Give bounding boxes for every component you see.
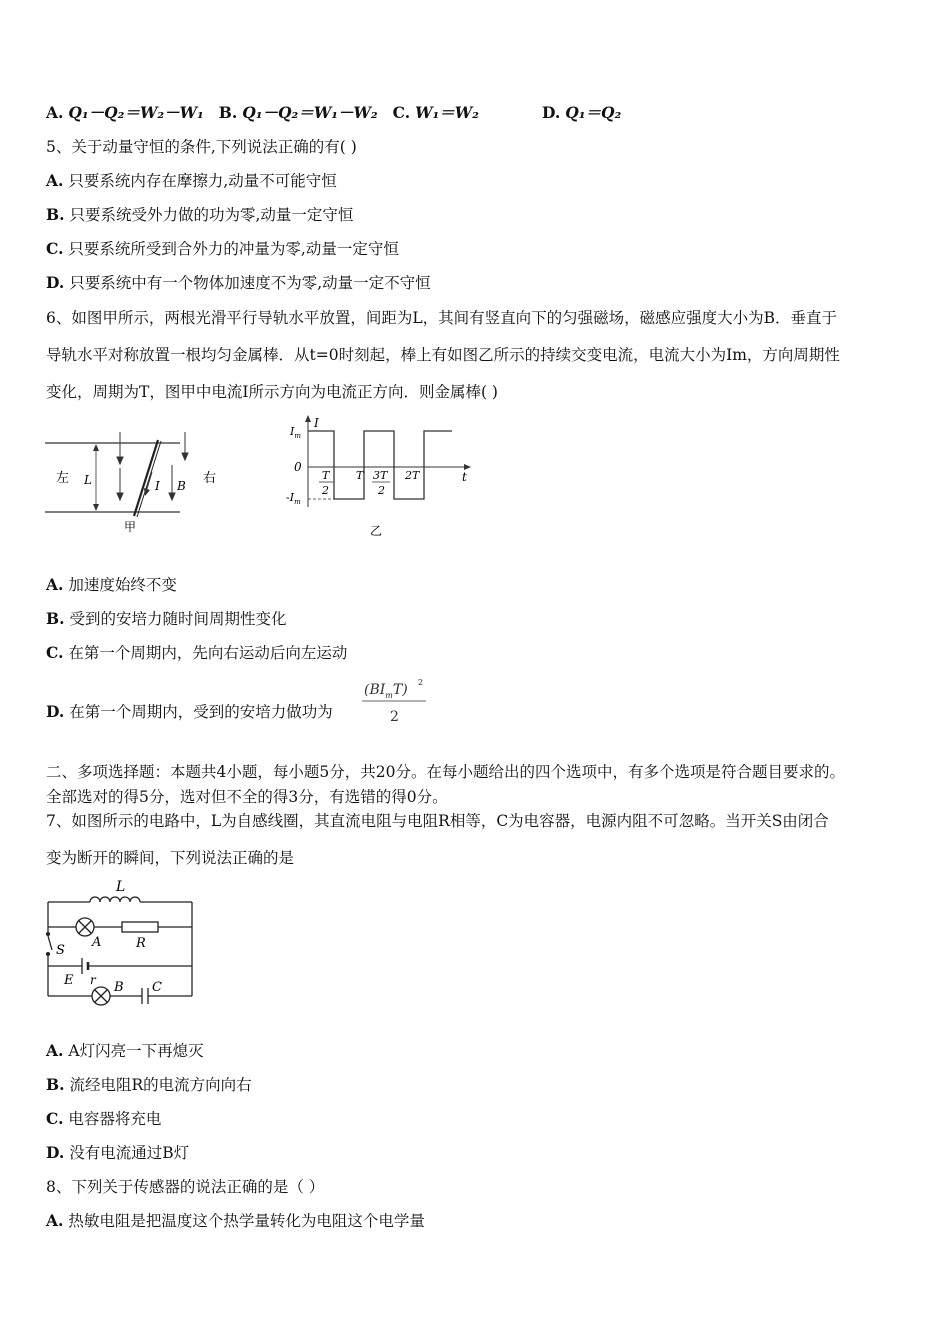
tick-3t-half-num: 3T — [373, 469, 388, 482]
arrow-icon — [144, 488, 150, 496]
option-label: D. — [46, 273, 65, 292]
option-label: C. — [46, 1109, 64, 1128]
option-label: C. — [46, 643, 64, 662]
q7-option-b — [46, 1075, 252, 1095]
option-text: 电容器将充电 — [68, 1110, 162, 1128]
label-c: C — [152, 980, 162, 995]
q4-option-a-text: Q₁－Q₂＝W₂－W₁ — [68, 103, 204, 122]
q4-option-c-label: C. — [392, 103, 411, 122]
circuit-diagram — [42, 876, 202, 1008]
metal-rod — [134, 440, 158, 516]
q7-option-d — [46, 1143, 189, 1163]
label-a: A — [92, 935, 102, 950]
axis-label-i: I — [314, 416, 319, 430]
label-neg-im: $-I_m$ — [286, 491, 301, 506]
resistor-r — [122, 922, 158, 932]
label-i: I — [155, 479, 160, 493]
option-text: 只要系统所受到合外力的冲量为零,动量一定守恒 — [68, 240, 399, 258]
label-left: 左 — [56, 471, 70, 486]
q7-stem-line2: 变为断开的瞬间，下列说法正确的是 — [46, 849, 295, 867]
q6-option-c — [46, 643, 347, 663]
q5-option-a — [46, 171, 337, 191]
arrow-icon — [117, 493, 123, 500]
q6-stem-line1: 6、如图甲所示，两根光滑平行导轨水平放置，间距为L，其间有竖直向下的匀强磁场，磁感应强度大小为B．垂直于 — [46, 309, 838, 327]
tick-2t: 2T — [405, 469, 420, 482]
formula-denominator: 2 — [390, 709, 399, 725]
q6-option-a — [46, 575, 177, 595]
q6-stem-line3: 变化，周期为T，图甲中电流I所示方向为电流正方向．则金属棒( ) — [46, 383, 498, 401]
option-text: 没有电流通过B灯 — [69, 1144, 190, 1162]
option-text: 只要系统受外力做的功为零,动量一定守恒 — [69, 206, 354, 224]
origin-label: 0 — [294, 460, 302, 474]
q4-option-b-label: B. — [218, 103, 238, 122]
option-label: B. — [46, 609, 65, 628]
option-text: 受到的安培力随时间周期性变化 — [69, 610, 287, 628]
arrow-icon — [93, 504, 99, 511]
option-label: B. — [46, 1075, 65, 1094]
q4-option-c-text: W₁＝W₂ — [415, 103, 479, 122]
q6-stem-line2: 导轨水平对称放置一根均匀金属棒．从t=0时刻起，棒上有如图乙所示的持续交变电流，电流大小为Im，方向周期性 — [46, 346, 840, 364]
option-text: 只要系统内存在摩擦力,动量不可能守恒 — [68, 172, 337, 190]
formula-numerator: $(BI_mT)$ — [364, 682, 408, 700]
option-label: A. — [46, 1211, 64, 1230]
label-r-internal: r — [90, 973, 96, 987]
label-e: E — [64, 973, 74, 988]
q5-option-d — [46, 273, 431, 293]
option-text: 在第一个周期内，受到的安培力做功为 — [69, 703, 333, 721]
q8-option-a — [46, 1211, 425, 1231]
q7-option-c — [46, 1109, 161, 1129]
inductor-coil — [90, 897, 140, 902]
option-label: C. — [46, 239, 64, 258]
option-label: D. — [46, 702, 65, 721]
formula-exponent: 2 — [418, 678, 424, 687]
switch-s — [48, 936, 52, 950]
q4-options-row — [46, 103, 479, 123]
q6-option-d — [46, 702, 333, 722]
q6-option-b — [46, 609, 286, 629]
q4-option-d-text: Q₁＝Q₂ — [565, 103, 622, 122]
tick-t-half-num: T — [322, 469, 330, 482]
q4-option-d — [542, 103, 621, 123]
arrow-icon — [117, 457, 123, 464]
label-l: L — [84, 473, 92, 487]
option-label: B. — [46, 205, 65, 224]
q4-option-d-label: D. — [542, 103, 561, 122]
option-text: 在第一个周期内，先向右运动后向左运动 — [68, 644, 348, 662]
q7-stem-line1: 7、如图所示的电路中，L为自感线圈，其直流电阻与电阻R相等，C为电容器，电源内阻不可忽略。当开关S由闭合 — [46, 812, 829, 830]
option-label: A. — [46, 171, 64, 190]
option-text: 加速度始终不变 — [68, 576, 177, 594]
option-text: 只要系统中有一个物体加速度不为零,动量一定不守恒 — [69, 274, 431, 292]
axis-label-t: t — [462, 470, 467, 484]
arrow-icon — [182, 453, 188, 460]
option-label: A. — [46, 1041, 64, 1060]
q5-stem: 5、关于动量守恒的条件,下列说法正确的有( ) — [46, 138, 357, 156]
label-b: B — [177, 479, 186, 493]
label-b: B — [114, 980, 124, 995]
label-im: $I_m$ — [290, 425, 301, 440]
q7-option-a — [46, 1041, 204, 1061]
q5-option-b — [46, 205, 353, 225]
option-label: D. — [46, 1143, 65, 1162]
q4-option-b-text: Q₁－Q₂＝W₁－W₂ — [242, 103, 378, 122]
arrow-icon — [169, 493, 175, 500]
switch-contact — [46, 932, 50, 936]
q4-option-a-label: A. — [46, 103, 64, 122]
switch-contact — [46, 952, 50, 956]
q8-stem: 8、下列关于传感器的说法正确的是（ ） — [46, 1178, 325, 1196]
figure-jia — [40, 420, 230, 540]
label-l: L — [116, 879, 126, 895]
section2-line2: 全部选对的得5分，选对但不全的得3分，有选错的得0分。 — [46, 788, 448, 806]
section2-line1: 二、多项选择题：本题共4小题，每小题5分，共20分。在每小题给出的四个选项中，有多个选项是符合题目要求的。 — [46, 763, 845, 781]
tick-3t-half-den: 2 — [378, 484, 385, 497]
arrow-icon — [305, 415, 311, 422]
caption-jia: 甲 — [124, 520, 137, 534]
q5-option-c — [46, 239, 399, 259]
option-text: 热敏电阻是把温度这个热学量转化为电阻这个电学量 — [68, 1212, 425, 1230]
option-text: 流经电阻R的电流方向向右 — [69, 1076, 252, 1094]
tick-t: T — [356, 469, 364, 482]
arrow-icon — [93, 444, 99, 451]
option-text: A灯闪亮一下再熄灭 — [68, 1042, 204, 1060]
label-r: R — [136, 936, 146, 951]
label-s: S — [56, 943, 65, 958]
tick-t-half-den: 2 — [322, 484, 329, 497]
work-formula — [360, 676, 430, 728]
label-right: 右 — [203, 471, 217, 486]
caption-yi: 乙 — [370, 524, 383, 538]
figure-yi — [284, 415, 484, 545]
option-label: A. — [46, 575, 64, 594]
